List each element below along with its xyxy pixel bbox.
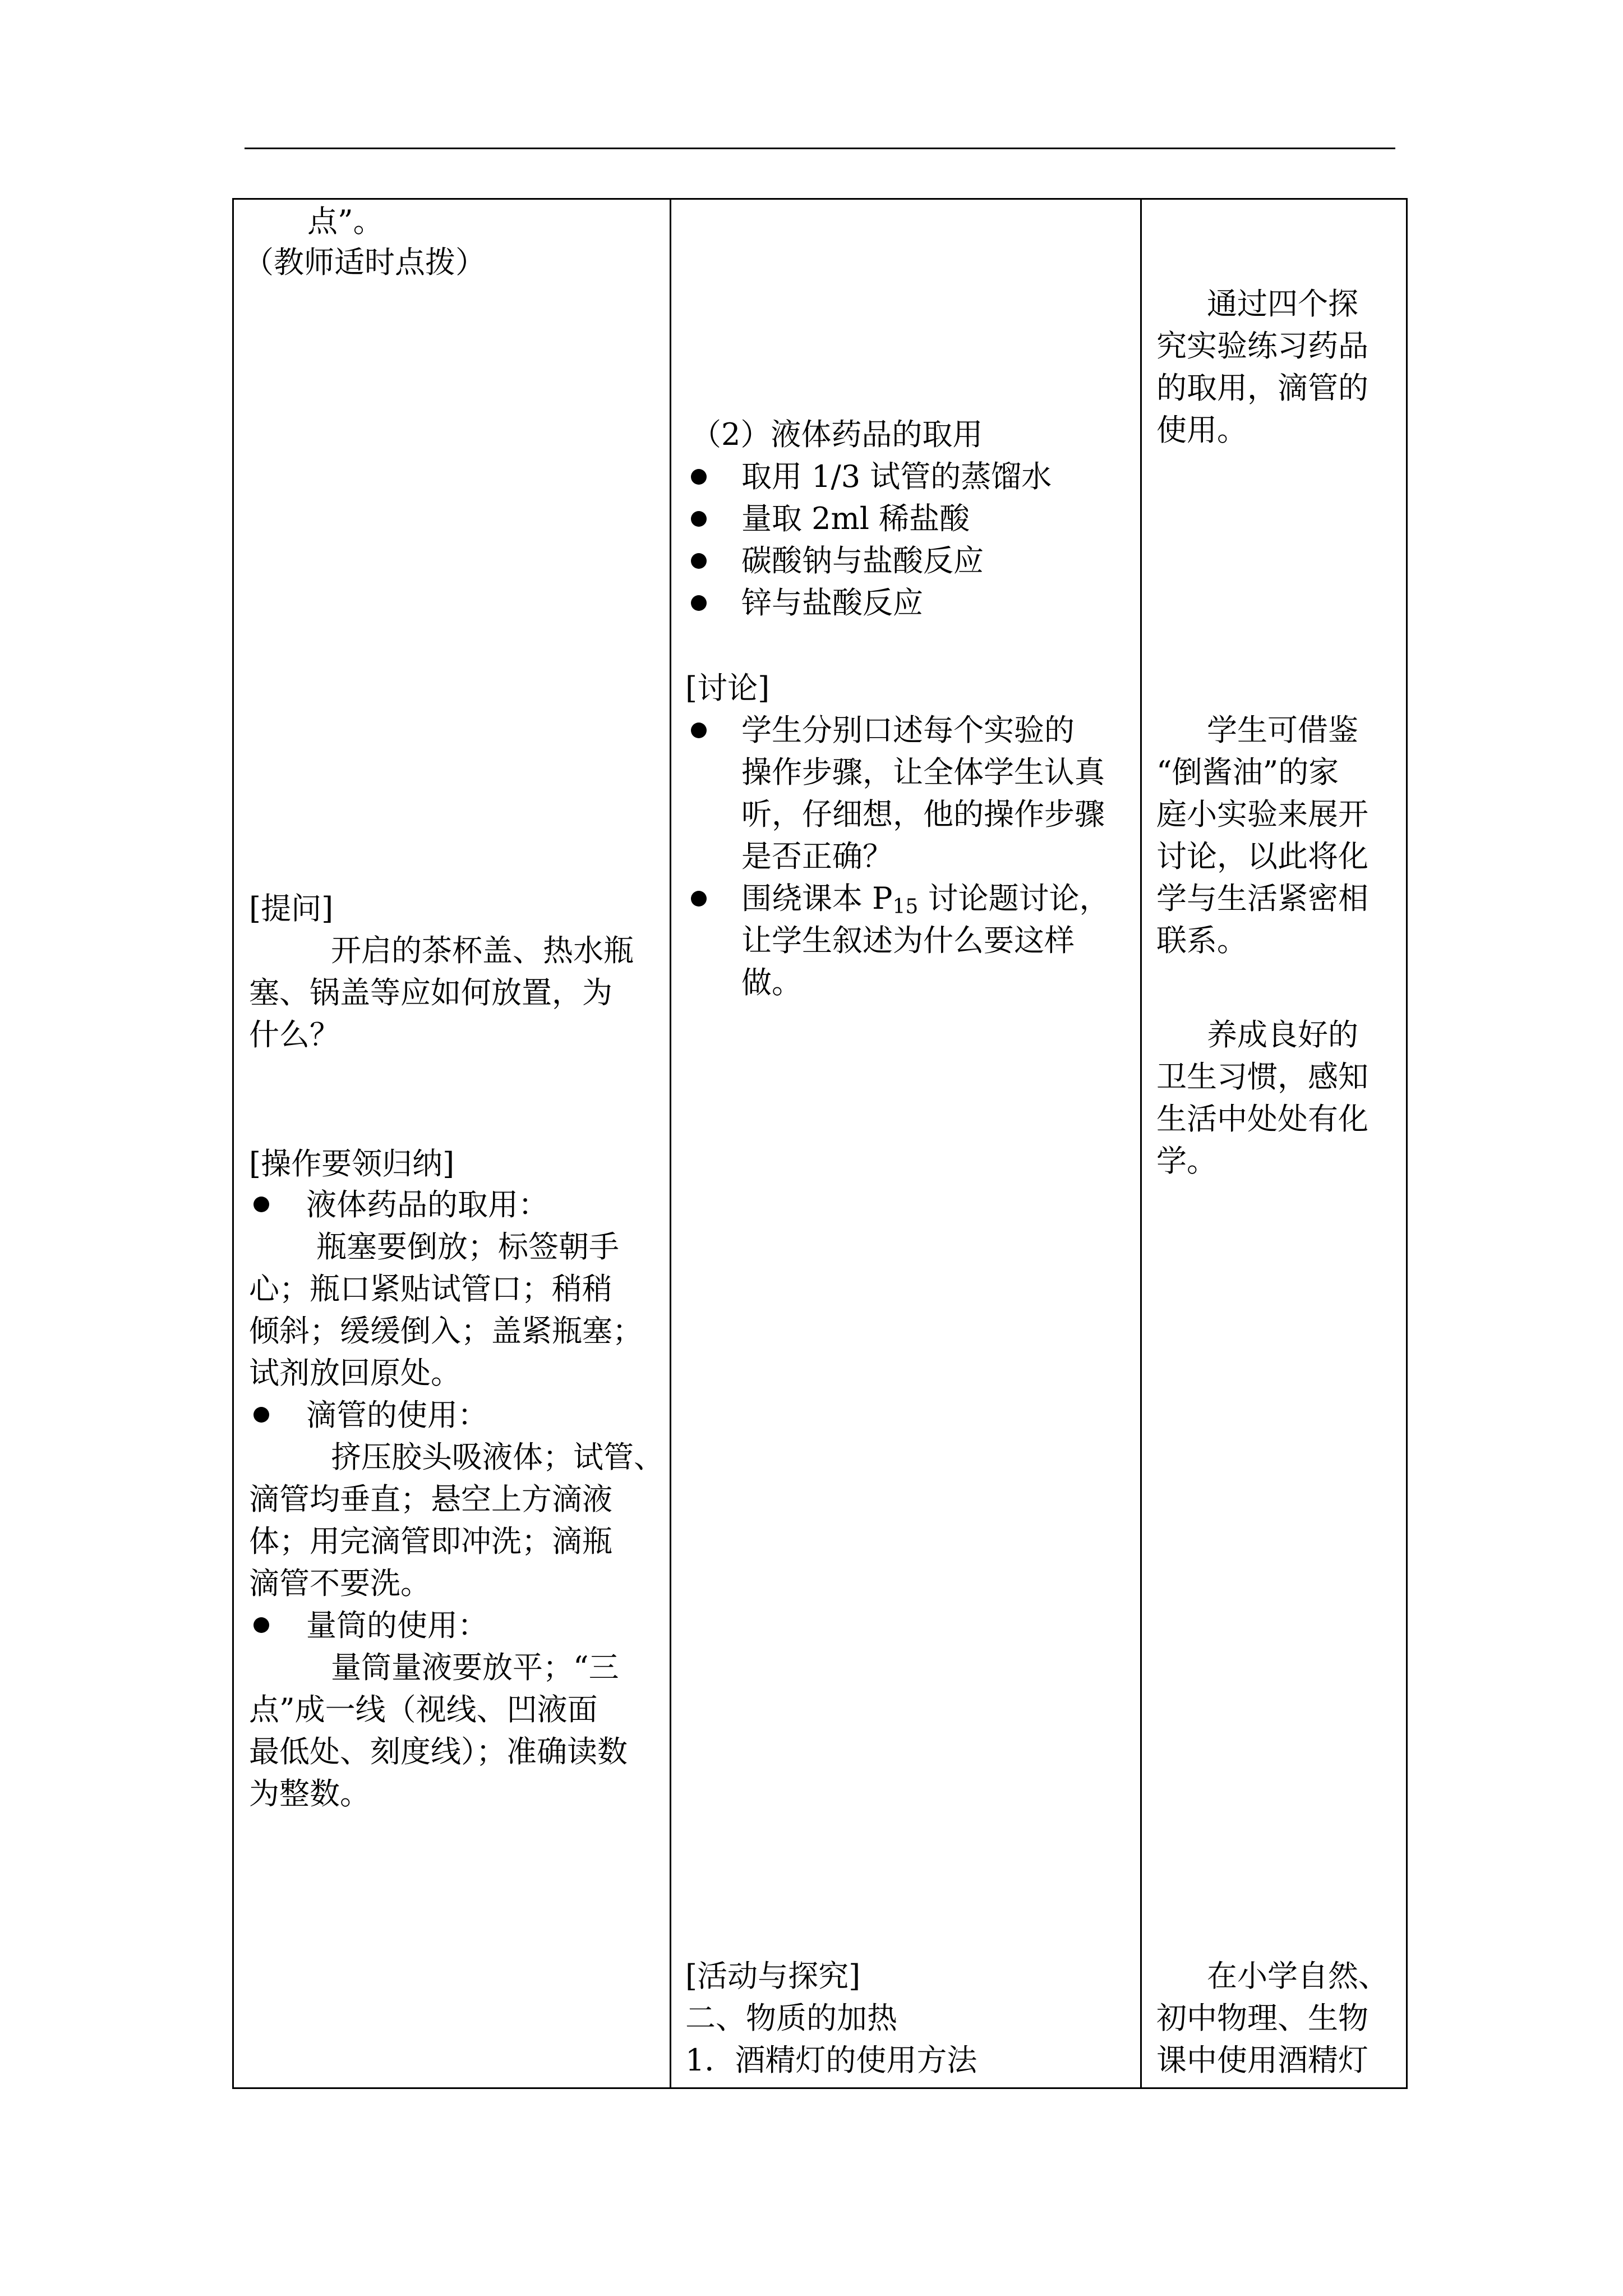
bullet-icon	[691, 511, 707, 527]
purpose-line: 初中物理、生物	[1156, 2000, 1368, 2036]
column-divider-1	[670, 200, 671, 2087]
discuss-line: 让学生叙述为什么要这样	[741, 923, 1075, 958]
discuss-line: 做。	[741, 965, 802, 1000]
purpose-line: 学与生活紧密相	[1156, 881, 1368, 916]
purpose-line: 联系。	[1156, 923, 1247, 958]
experiment-item: 锌与盐酸反应	[741, 585, 923, 620]
dropper-line: 滴管均垂直；悬空上方滴液	[249, 1481, 612, 1517]
liquid-line: 倾斜；缓缓倒入；盖紧瓶塞；	[249, 1313, 643, 1349]
purpose-line: 卫生习惯，感知	[1156, 1059, 1368, 1094]
cylinder-line: 量筒量液要放平；“三	[331, 1650, 619, 1685]
purpose-line: 庭小实验来展开	[1156, 797, 1368, 832]
question-line: 什么？	[249, 1017, 340, 1052]
continued-text: 点”。	[307, 204, 384, 239]
liquid-heading: （2）液体药品的取用	[691, 417, 983, 452]
question-heading: [提问]	[249, 891, 334, 926]
cylinder-line: 最低处、刻度线）；准确读数	[249, 1734, 628, 1769]
purpose-line: 课中使用酒精灯	[1156, 2042, 1368, 2078]
question-line: 塞、锅盖等应如何放置，为	[249, 975, 612, 1010]
purpose-line: 讨论，以此将化	[1156, 839, 1368, 874]
purpose-line: 究实验练习药品	[1156, 328, 1368, 364]
column-divider-2	[1140, 200, 1142, 2087]
purpose-line: 学。	[1156, 1143, 1217, 1179]
liquid-line: 心；瓶口紧贴试管口；稍稍	[249, 1271, 612, 1306]
teacher-note: （教师适时点拨）	[243, 245, 486, 280]
header-rule	[245, 148, 1395, 149]
discuss-line: 是否正确？	[741, 839, 893, 874]
liquid-title: 液体药品的取用：	[306, 1187, 548, 1222]
activity-heading: [活动与探究]	[685, 1958, 861, 1994]
discuss-heading: [讨论]	[685, 670, 770, 706]
discuss-line: 学生分别口述每个实验的	[741, 712, 1075, 748]
purpose-line: 养成良好的	[1207, 1017, 1358, 1052]
bullet-icon	[253, 1407, 269, 1423]
liquid-line: 试剂放回原处。	[249, 1355, 461, 1391]
liquid-line: 瓶塞要倒放；标签朝手	[316, 1229, 619, 1264]
dropper-line: 体；用完滴管即冲洗；滴瓶	[249, 1524, 612, 1559]
bullet-icon	[253, 1197, 269, 1212]
bullet-icon	[691, 891, 707, 907]
question-line: 开启的茶杯盖、热水瓶	[331, 933, 634, 968]
purpose-line: “倒酱油”的家	[1156, 754, 1339, 790]
cylinder-line: 为整数。	[249, 1776, 370, 1811]
experiment-item: 取用 1/3 试管的蒸馏水	[741, 459, 1052, 494]
purpose-line: 通过四个探	[1207, 286, 1358, 321]
purpose-line: 的取用，滴管的	[1156, 370, 1368, 406]
purpose-line: 学生可借鉴	[1207, 712, 1358, 748]
purpose-line: 在小学自然、	[1207, 1958, 1389, 1994]
dropper-line: 滴管不要洗。	[249, 1566, 431, 1601]
discuss-text: 讨论题讨论，	[918, 881, 1110, 916]
bullet-icon	[691, 469, 707, 485]
experiment-item: 碳酸钠与盐酸反应	[741, 543, 984, 578]
discuss-line: 操作步骤，让全体学生认真	[741, 754, 1105, 790]
textbook-ref: 围绕课本 P	[741, 881, 893, 916]
experiment-item: 量取 2ml 稀盐酸	[741, 501, 970, 536]
cylinder-title: 量筒的使用：	[306, 1608, 488, 1643]
bullet-icon	[253, 1617, 269, 1633]
purpose-line: 生活中处处有化	[1156, 1101, 1368, 1137]
discuss-line	[741, 882, 1109, 924]
purpose-line: 使用。	[1156, 412, 1247, 448]
bullet-icon	[691, 595, 707, 611]
bullet-icon	[691, 553, 707, 569]
summary-heading: [操作要领归纳]	[249, 1146, 455, 1181]
discuss-line: 听，仔细想，他的操作步骤	[741, 797, 1105, 832]
page-number: 15	[892, 895, 919, 918]
item-heading: 1．酒精灯的使用方法	[685, 2042, 978, 2078]
dropper-title: 滴管的使用：	[306, 1397, 488, 1433]
dropper-line: 挤压胶头吸液体；试管、	[331, 1439, 664, 1475]
section-heading: 二、物质的加热	[685, 2000, 897, 2036]
bullet-icon	[691, 723, 707, 738]
cylinder-line: 点”成一线（视线、凹液面	[249, 1692, 598, 1727]
